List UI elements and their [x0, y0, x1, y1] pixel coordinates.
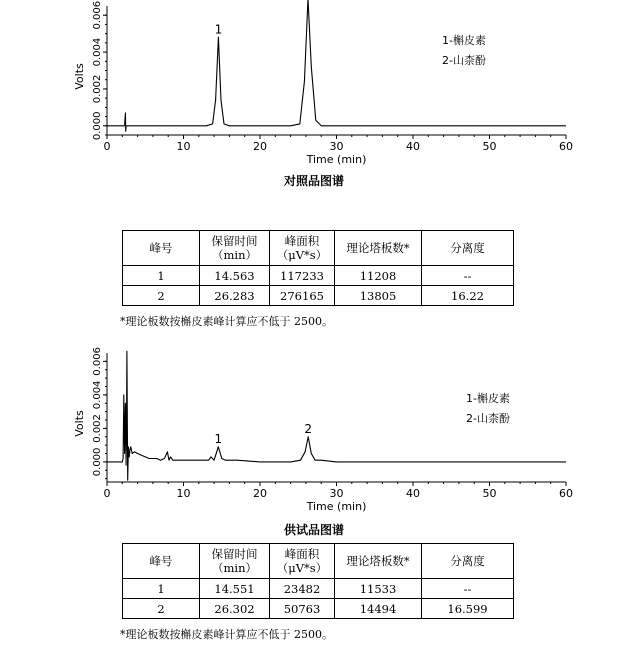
x-tick-label: 10: [176, 140, 191, 153]
table-cell: 1: [123, 579, 200, 599]
x-tick-label: 10: [176, 487, 191, 500]
y-tick-label: 0.002: [92, 74, 103, 104]
header-peak-no: 峰号: [123, 544, 200, 579]
peak-label: 1: [214, 22, 223, 37]
x-tick-label: 40: [406, 140, 420, 153]
table-cell: 14.563: [200, 266, 270, 286]
table-cell: 50763: [270, 599, 335, 619]
header-peak-no: 峰号: [123, 231, 200, 266]
x-tick-label: 0: [103, 140, 111, 153]
reference-chart-title: 对照品图谱: [284, 174, 345, 188]
table-cell: 16.22: [422, 286, 514, 306]
table-cell: --: [422, 266, 514, 286]
x-tick-label: 50: [482, 487, 497, 500]
x-tick-label: 0: [103, 487, 111, 500]
y-tick-label: 0.006: [92, 0, 103, 30]
header-peak-area: 峰面积 （μV*s）: [270, 544, 335, 579]
table-cell: 13805: [335, 286, 422, 306]
y-tick-label: 0.002: [92, 414, 103, 443]
x-tick-label: 20: [253, 140, 267, 153]
sample-table-note: *理论板数按槲皮素峰计算应不低于 2500。: [120, 628, 333, 641]
table-cell: 2: [123, 286, 200, 306]
header-plate-count: 理论塔板数*: [335, 544, 422, 579]
peak-label: 2: [304, 421, 313, 436]
table-row: [123, 579, 514, 599]
x-tick-label: 50: [482, 140, 497, 153]
x-tick-label: 40: [406, 487, 420, 500]
sample-results-table: [122, 543, 514, 619]
x-tick-label: 60: [559, 140, 573, 153]
reference-results-table: [122, 230, 514, 306]
table-cell: 1: [123, 266, 200, 286]
table-cell: 26.283: [200, 286, 270, 306]
legend-entry: 2-山柰酚: [466, 412, 510, 425]
x-tick-label: 60: [559, 487, 573, 500]
x-tick-label: 30: [329, 140, 344, 153]
table-row: [123, 599, 514, 619]
x-axis-title: Time (min): [306, 500, 367, 513]
header-resolution: 分离度: [422, 544, 514, 579]
y-tick-label: 0.000: [92, 447, 103, 477]
legend-entry: 2-山柰酚: [442, 54, 486, 67]
header-retention-time: 保留时间 （min）: [200, 544, 270, 579]
table-cell: 16.599: [422, 599, 514, 619]
table-cell: 14494: [335, 599, 422, 619]
sample-chart-title: 供试品图谱: [284, 523, 345, 537]
table-cell: 276165: [270, 286, 335, 306]
x-axis-title: Time (min): [306, 153, 367, 166]
header-resolution: 分离度: [422, 231, 514, 266]
table-cell: 14.551: [200, 579, 270, 599]
chromatogram-trace: [107, 0, 566, 131]
y-tick-label: 0.004: [92, 380, 103, 410]
table-row: [123, 286, 514, 306]
table-cell: --: [422, 579, 514, 599]
table-cell: 23482: [270, 579, 335, 599]
table-cell: 26.302: [200, 599, 270, 619]
header-retention-time: 保留时间 （min）: [200, 231, 270, 266]
header-peak-area: 峰面积 （μV*s）: [270, 231, 335, 266]
table-row: [123, 266, 514, 286]
peak-label: 1: [214, 431, 223, 446]
table-cell: 11533: [335, 579, 422, 599]
header-plate-count: 理论塔板数*: [335, 231, 422, 266]
reference-chromatogram: [0, 0, 633, 190]
table-header-row: [123, 231, 514, 266]
table-cell: 2: [123, 599, 200, 619]
reference-table-note: *理论板数按槲皮素峰计算应不低于 2500。: [120, 315, 333, 328]
x-tick-label: 20: [253, 487, 267, 500]
y-tick-label: 0.000: [92, 111, 103, 141]
legend-entry: 1-槲皮素: [466, 392, 510, 405]
table-header-row: [123, 544, 514, 579]
table-cell: 11208: [335, 266, 422, 286]
legend-entry: 1-槲皮素: [442, 34, 486, 47]
y-axis-title: Volts: [73, 410, 86, 437]
y-tick-label: 0.006: [92, 347, 103, 376]
sample-chromatogram: [0, 340, 633, 530]
x-tick-label: 30: [329, 487, 344, 500]
y-axis-title: Volts: [73, 63, 86, 90]
y-tick-label: 0.004: [92, 37, 103, 67]
table-cell: 117233: [270, 266, 335, 286]
